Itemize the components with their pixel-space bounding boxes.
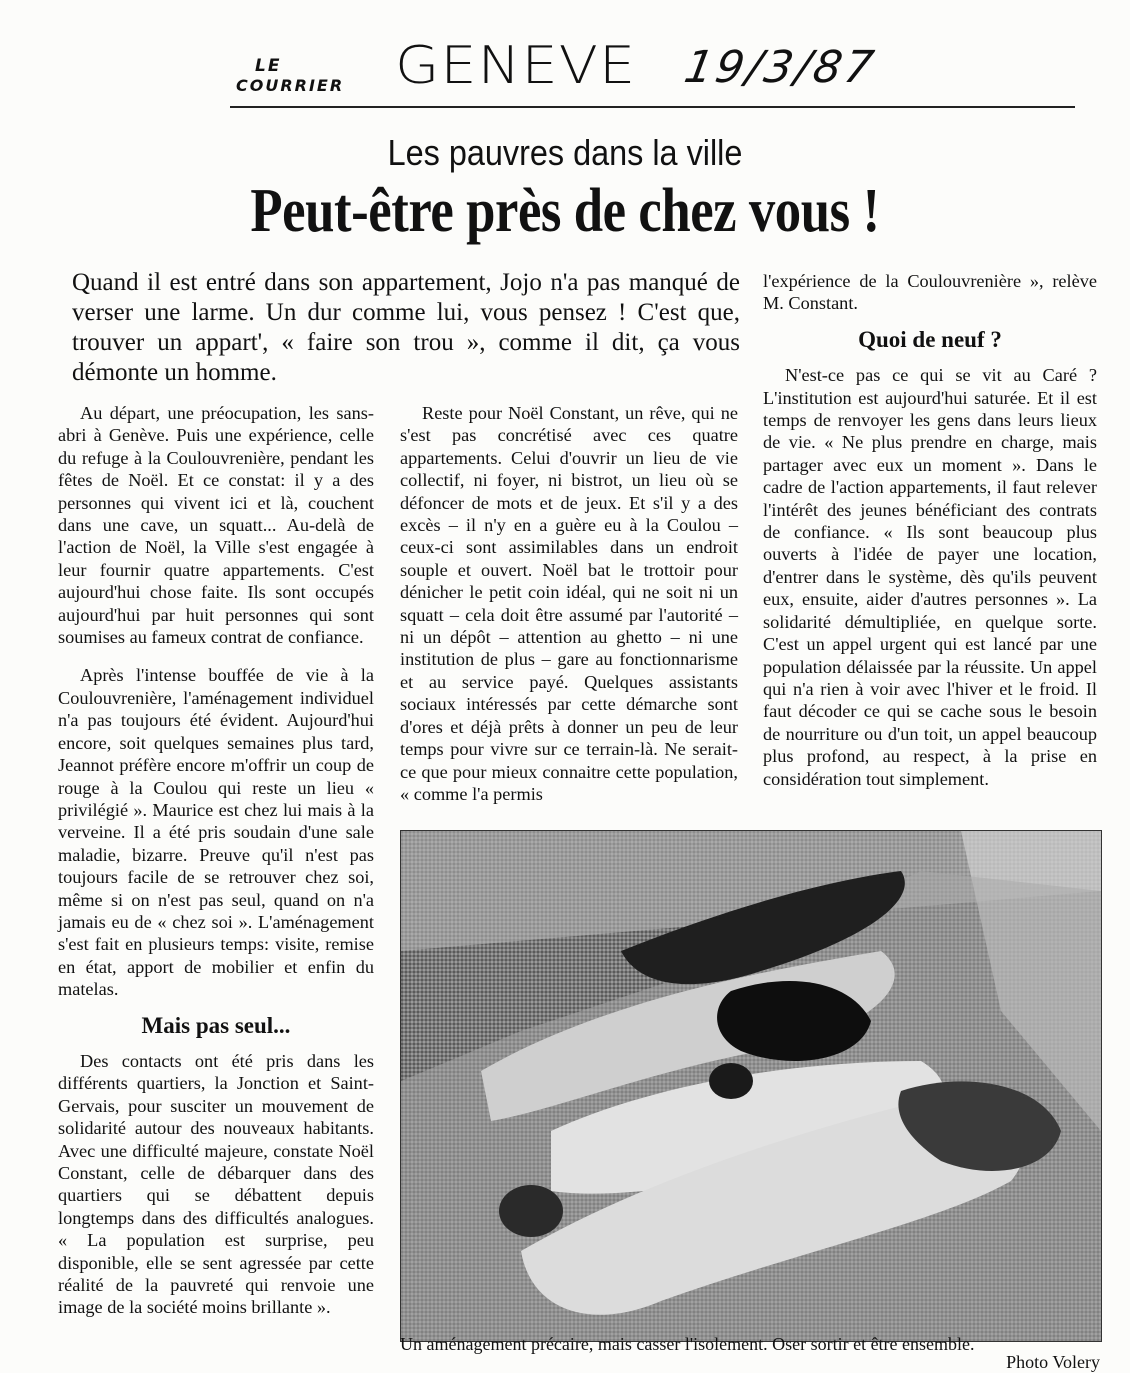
column-2 bbox=[400, 402, 738, 805]
section-name: GENEVE bbox=[395, 36, 637, 96]
logo-courrier: COURRIER bbox=[236, 76, 345, 95]
paragraph: Au départ, une préocupation, les sans-abri à Genève. Puis une expérience, celle du refuge à la Coulouvrenière, pendant les fêtes de Noël. Et ce constat: il y a des personnes qui vivent ici et là, couchent dans une cave, un squatt... Au-delà de l'action de Noël, la Ville s'est engagée à leur fournir quatre appartements. C'est aujourd'hui chose faite. Ils sont occupés aujourd'hui par huit personnes qui sont soumises au fameux contrat de confiance. bbox=[58, 403, 374, 648]
photo-caption: Un aménagement précaire, mais casser l'isolement. Oser sortir et être ensemble. bbox=[400, 1334, 975, 1354]
handwritten-date: 19/3/87 bbox=[680, 42, 881, 93]
logo-le: LE bbox=[255, 56, 282, 76]
article-kicker: Les pauvres dans la ville bbox=[387, 132, 743, 173]
column-3 bbox=[763, 270, 1097, 790]
paragraph: Reste pour Noël Constant, un rêve, qui ne s'est pas concrétisé avec ces quatre appartements. Celui d'ouvrir un lieu de vie collectif, ni foyer, ni bistrot, un lieu où se défoncer de mots et de jeux. Et s'il y a des excès – il n'y en a guère eu à la Coulou – ceux-ci sont assimilables dans un endroit souple et ouvert. Noël bat le trottoir pour dénicher le petit coin idéal, qui ne soit ni un squatt – cela doit être assumé par l'autorité – ni un dépôt – attention au ghetto – ni une institution de plus – gare au fonctionnarisme et au service payé. Quelques assistants sociaux intéressés par cette démarche sont d'ores et déjà prêts à donner un peu de leur temps pour vivre sur ce terrain-là. Ne serait-ce que pour mieux connaitre cette population, « comme l'a permis bbox=[400, 403, 738, 804]
subheading: Mais pas seul... bbox=[141, 1012, 291, 1038]
paragraph: N'est-ce pas ce qui se vit au Caré ? L'institution est aujourd'hui saturée. Et il est temps de renvoyer les gens dans leurs lieux de vie. « Ne plus prendre en charge, mais partager avec eux un moment ». Dans le cadre de l'action appartements, il faut relever l'intérêt des jeunes bénéficiant des contrats de confiance. « Ils sont beaucoup plus ouverts à l'idée de payer une location, d'entrer dans le système, dès qu'ils peuvent eux, ensuite, aider d'autres personnes ». La solidarité démultipliée, en quelque sorte. C'est un appel urgent qui est lancé par une population délaissée par la réussite. Un appel qui n'a rien à voir avec l'hiver et le froid. Il faut décoder ce qui se cache sous le besoin de nourriture ou d'un toit, un appel beaucoup plus profond, au respect, à la prise en considération tout simplement. bbox=[763, 365, 1097, 789]
article-lead: Quand il est entré dans son appartement, Jojo n'a pas manqué de verser une larme. Un dur comme lui, vous pensez ! C'est que, trouver un appart', « faire son trou », comme il dit, ça vous démonte un homme. bbox=[72, 269, 740, 386]
subheading: Quoi de neuf ? bbox=[858, 326, 1002, 352]
paragraph: Des contacts ont été pris dans les différents quartiers, la Jonction et Saint-Gervais, pour susciter un mouvement de solidarité autour des nouveaux habitants. Avec une difficulté majeure, constate Noël Constant, celle de débarquer dans des quartiers qui se débattent depuis longtemps dans des difficultés analogues. « La population est surprise, peu disponible, elle se sent agressée par cette réalité de la pauvreté qui renvoie une image de la société moins brillante ». bbox=[58, 1050, 374, 1318]
paragraph: l'expérience de la Coulouvrenière », relève M. Constant. bbox=[763, 271, 1097, 314]
masthead-rule bbox=[230, 106, 1075, 108]
photo-credit: Photo Volery bbox=[1006, 1352, 1100, 1372]
column-1 bbox=[58, 402, 374, 1319]
masthead bbox=[230, 20, 1090, 100]
news-photo bbox=[400, 830, 1102, 1342]
article-headline: Peut-être près de chez vous ! bbox=[250, 177, 880, 245]
photo-image bbox=[401, 831, 1101, 1341]
paragraph: Après l'intense bouffée de vie à la Coulouvrenière, l'aménagement individuel n'a pas toujours été évident. Aujourd'hui encore, soit quelques semaines plus tard, Jeannot préfère encore m'offrir un coup de rouge à la Coulou qui reste un lieu « privilégié ». Maurice est chez lui mais à la verveine. Il a été pris soudain d'une sale maladie, bizarre. Preuve qu'il n'est pas toujours facile de se retrouver chez soi, même si on n'est pas seul, quand on n'a jamais eu de « chez soi ». L'aménagement s'est fait en plusieurs temps: visite, remise en état, apport de mobilier et enfin du matelas. bbox=[58, 665, 374, 1000]
